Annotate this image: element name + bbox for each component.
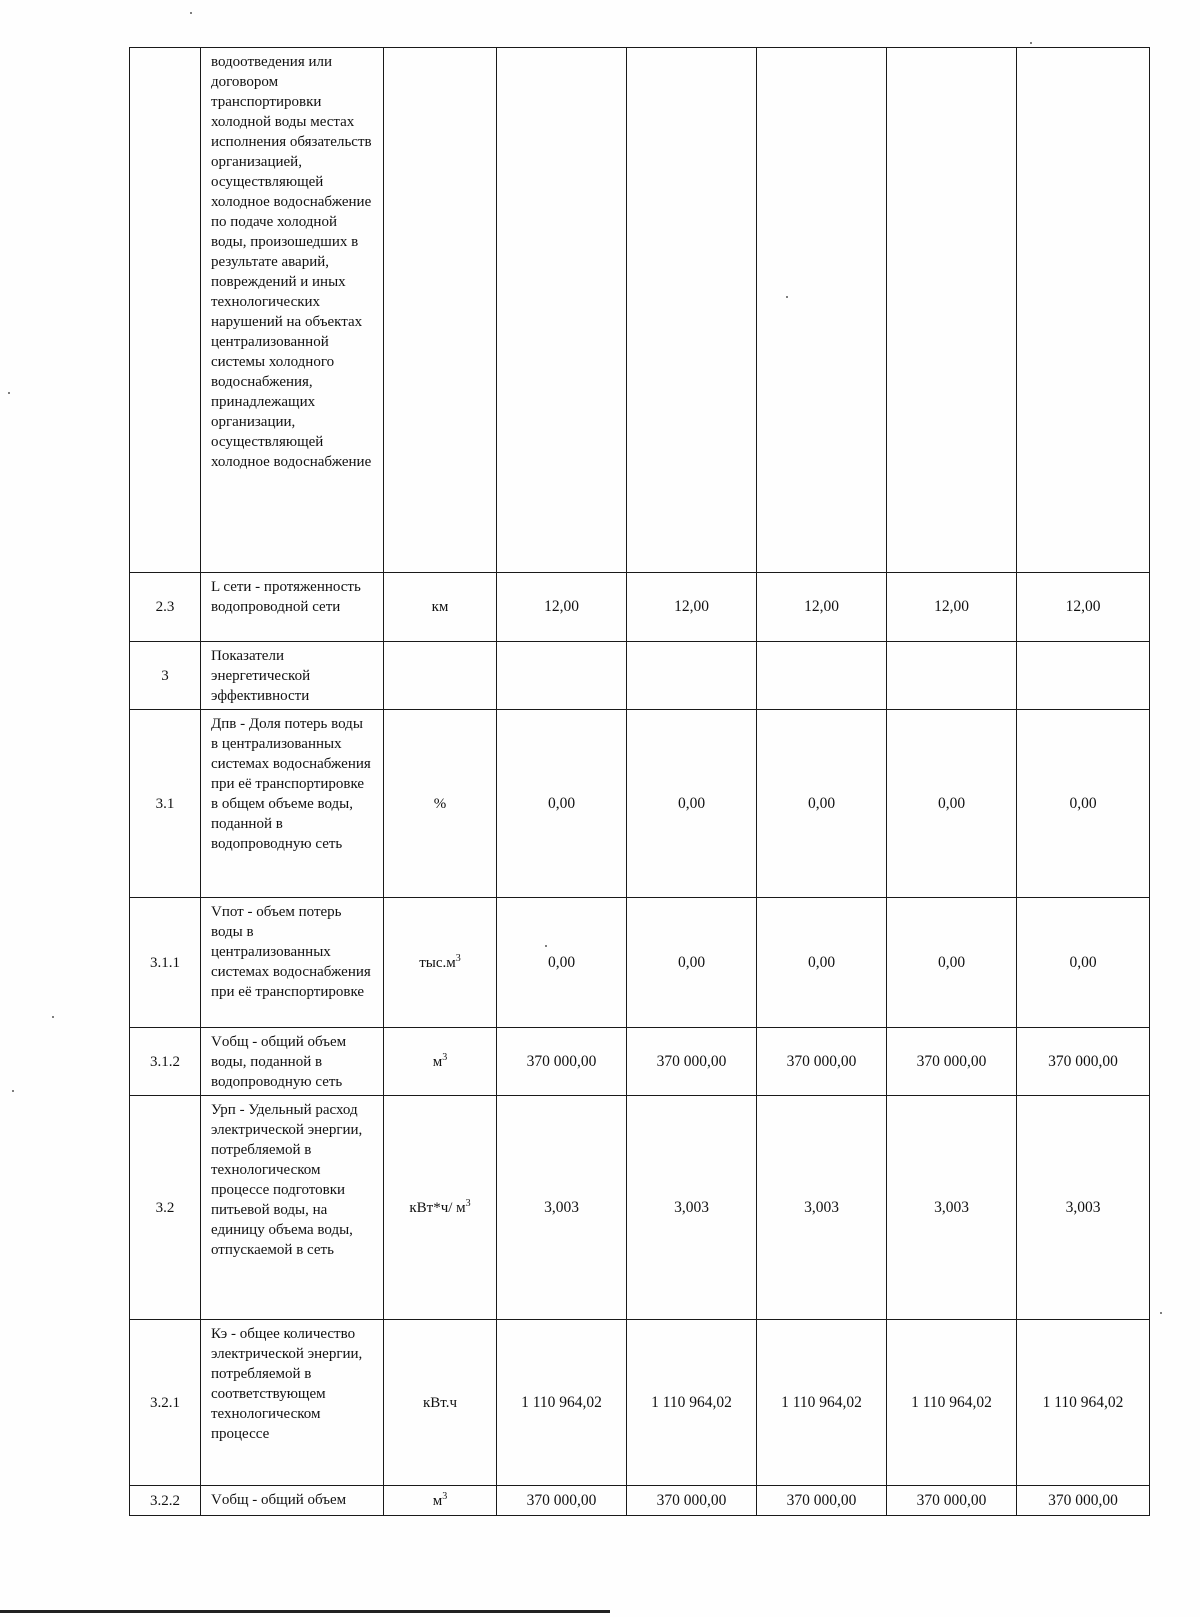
row-description: Урп - Удельный расход электрической энергии, потребляемой в технологическом процессе подготовки питьевой воды, на единицу объема воды, отпускаемой в сеть — [201, 1096, 384, 1320]
unit-text: кВт*ч/ м — [409, 1199, 466, 1216]
value-cell: 0,00 — [1017, 710, 1150, 898]
scan-speck — [52, 1016, 54, 1018]
row-description: Vпот - объем потерь воды в централизованных системах водоснабжения при её транспортировке — [201, 898, 384, 1028]
value-cell: 12,00 — [1017, 573, 1150, 642]
value-cell: 370 000,00 — [627, 1028, 757, 1096]
row-number: 3.1.1 — [130, 898, 201, 1028]
value-cell: 370 000,00 — [497, 1028, 627, 1096]
table-row — [130, 573, 1150, 642]
row-number: 3 — [130, 642, 201, 710]
value-cell — [887, 48, 1017, 573]
indicators-table — [129, 47, 1150, 1516]
value-cell: 1 110 964,02 — [497, 1320, 627, 1486]
unit-superscript: 3 — [442, 1490, 448, 1502]
value-cell: 3,003 — [887, 1096, 1017, 1320]
table-row — [130, 1320, 1150, 1486]
unit-text: м — [432, 1053, 443, 1070]
value-cell: 370 000,00 — [497, 1486, 627, 1516]
scan-speck — [786, 296, 788, 298]
row-unit — [384, 898, 497, 1028]
table-row — [130, 710, 1150, 898]
value-cell: 1 110 964,02 — [627, 1320, 757, 1486]
value-cell: 3,003 — [757, 1096, 887, 1320]
value-cell — [1017, 642, 1150, 710]
value-cell: 3,003 — [627, 1096, 757, 1320]
value-cell: 12,00 — [497, 573, 627, 642]
value-cell: 0,00 — [1017, 898, 1150, 1028]
value-cell: 0,00 — [627, 898, 757, 1028]
value-cell: 3,003 — [1017, 1096, 1150, 1320]
row-unit — [384, 710, 497, 898]
value-cell — [627, 48, 757, 573]
table-row — [130, 642, 1150, 710]
unit-text: тыс.м — [419, 954, 456, 971]
value-cell: 0,00 — [887, 898, 1017, 1028]
value-cell — [497, 642, 627, 710]
unit-text: % — [433, 795, 447, 812]
scan-speck — [12, 1090, 14, 1092]
table-row — [130, 1486, 1150, 1516]
row-unit — [384, 642, 497, 710]
value-cell: 370 000,00 — [1017, 1486, 1150, 1516]
value-cell: 0,00 — [887, 710, 1017, 898]
row-number — [130, 48, 201, 573]
value-cell: 0,00 — [757, 710, 887, 898]
value-cell: 0,00 — [497, 898, 627, 1028]
value-cell: 370 000,00 — [757, 1028, 887, 1096]
row-number: 3.1 — [130, 710, 201, 898]
value-cell: 370 000,00 — [1017, 1028, 1150, 1096]
value-cell — [497, 48, 627, 573]
value-cell: 0,00 — [627, 710, 757, 898]
value-cell — [1017, 48, 1150, 573]
row-unit — [384, 48, 497, 573]
value-cell — [757, 48, 887, 573]
table-row — [130, 48, 1150, 573]
value-cell: 370 000,00 — [627, 1486, 757, 1516]
row-description: Показатели энергетической эффективности — [201, 642, 384, 710]
scan-speck — [1030, 42, 1032, 44]
scan-speck — [1160, 1312, 1162, 1314]
table-row — [130, 1028, 1150, 1096]
table-row — [130, 898, 1150, 1028]
value-cell: 3,003 — [497, 1096, 627, 1320]
value-cell: 1 110 964,02 — [1017, 1320, 1150, 1486]
scan-speck — [8, 392, 10, 394]
value-cell — [887, 642, 1017, 710]
unit-superscript: 3 — [465, 1197, 471, 1209]
row-unit — [384, 573, 497, 642]
row-unit — [384, 1028, 497, 1096]
value-cell: 12,00 — [757, 573, 887, 642]
value-cell — [627, 642, 757, 710]
unit-text: км — [431, 599, 449, 615]
row-unit — [384, 1320, 497, 1486]
row-description: L сети - протяженность водопроводной сети — [201, 573, 384, 642]
value-cell: 370 000,00 — [757, 1486, 887, 1516]
value-cell: 1 110 964,02 — [757, 1320, 887, 1486]
row-unit — [384, 1486, 497, 1516]
table-row — [130, 1096, 1150, 1320]
unit-text: кВт.ч — [422, 1394, 457, 1411]
scan-edge-line — [0, 1610, 610, 1613]
row-description: водоотведения или договором транспортировки холодной воды местах исполнения обязательств организацией, осуществляющей холодное водоснабжение по подаче холодной воды, произошедших в результате аварий, повреждений и иных технологических нарушений на объектах централизованной системы холодного водоснабжения, принадлежащих организации, осуществляющей холодное водоснабжение — [201, 48, 384, 573]
value-cell: 12,00 — [627, 573, 757, 642]
row-number: 3.2.1 — [130, 1320, 201, 1486]
value-cell: 12,00 — [887, 573, 1017, 642]
scan-speck — [545, 945, 547, 947]
row-number: 3.2 — [130, 1096, 201, 1320]
unit-text: м — [432, 1492, 443, 1509]
value-cell: 0,00 — [497, 710, 627, 898]
unit-superscript: 3 — [442, 1051, 448, 1063]
row-number: 2.3 — [130, 573, 201, 642]
row-description: Дпв - Доля потерь воды в централизованных системах водоснабжения при её транспортировке в общем объеме воды, поданной в водопроводную сеть — [201, 710, 384, 898]
row-description: Кэ - общее количество электрической энергии, потребляемой в соответствующем технологическом процессе — [201, 1320, 384, 1486]
value-cell — [757, 642, 887, 710]
row-unit — [384, 1096, 497, 1320]
unit-superscript: 3 — [455, 952, 461, 964]
value-cell: 370 000,00 — [887, 1486, 1017, 1516]
row-number: 3.1.2 — [130, 1028, 201, 1096]
row-number: 3.2.2 — [130, 1486, 201, 1516]
value-cell: 1 110 964,02 — [887, 1320, 1017, 1486]
value-cell: 370 000,00 — [887, 1028, 1017, 1096]
value-cell: 0,00 — [757, 898, 887, 1028]
row-description: Vобщ - общий объем — [201, 1486, 384, 1516]
scan-speck — [190, 12, 192, 14]
row-description: Vобщ - общий объем воды, поданной в водопроводную сеть — [201, 1028, 384, 1096]
